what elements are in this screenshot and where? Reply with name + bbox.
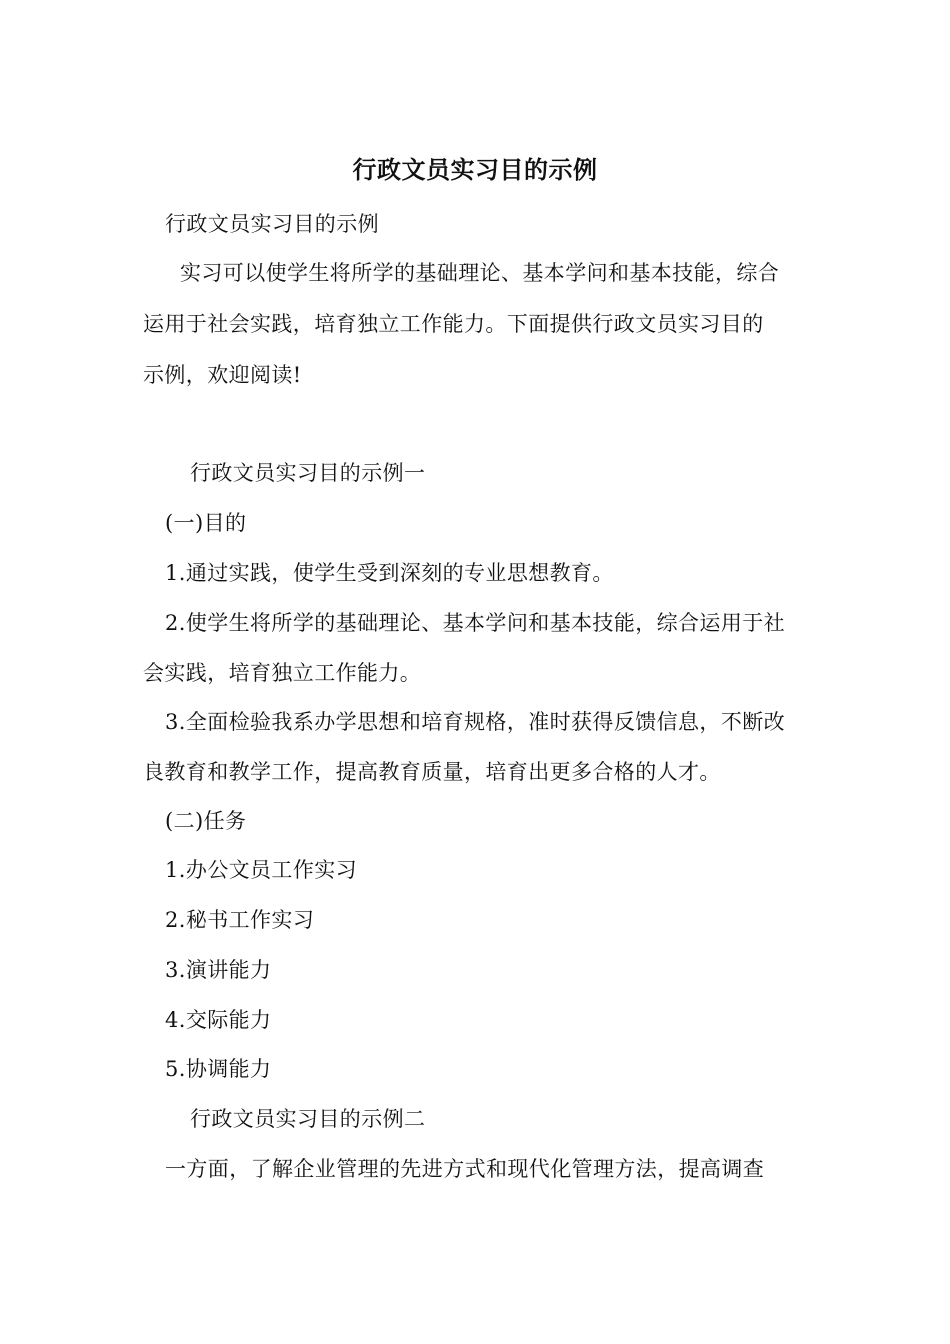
task-item: 2.秘书工作实习 bbox=[165, 908, 315, 932]
task-item: 4.交际能力 bbox=[165, 1008, 272, 1032]
part2-heading: (二)任务 bbox=[165, 809, 247, 833]
part1-line: 2.使学生将所学的基础理论、基本学问和基本技能，综合运用于社 bbox=[165, 611, 786, 635]
part1-line: 会实践，培育独立工作能力。 bbox=[143, 661, 422, 685]
task-item: 3.演讲能力 bbox=[165, 958, 272, 982]
intro-line: 运用于社会实践，培育独立工作能力。下面提供行政文员实习目的 bbox=[143, 312, 764, 336]
section1-heading: 行政文员实习目的示例一 bbox=[190, 461, 426, 485]
part1-line: 3.全面检验我系办学思想和培育规格，准时获得反馈信息，不断改 bbox=[165, 710, 786, 734]
document-title: 行政文员实习目的示例 bbox=[352, 155, 598, 184]
part1-heading: (一)目的 bbox=[165, 511, 247, 535]
intro-line: 示例，欢迎阅读! bbox=[143, 363, 302, 387]
task-item: 1.办公文员工作实习 bbox=[165, 858, 358, 882]
intro-line: 实习可以使学生将所学的基础理论、基本学问和基本技能，综合 bbox=[180, 261, 780, 285]
document-subtitle: 行政文员实习目的示例 bbox=[165, 212, 379, 236]
section2-line: 一方面，了解企业管理的先进方式和现代化管理方法，提高调查 bbox=[165, 1157, 765, 1181]
part1-line: 良教育和教学工作，提高教育质量，培育出更多合格的人才。 bbox=[143, 760, 721, 784]
task-item: 5.协调能力 bbox=[165, 1057, 272, 1081]
part1-line: 1.通过实践，使学生受到深刻的专业思想教育。 bbox=[165, 561, 614, 585]
section2-heading: 行政文员实习目的示例二 bbox=[190, 1107, 426, 1131]
